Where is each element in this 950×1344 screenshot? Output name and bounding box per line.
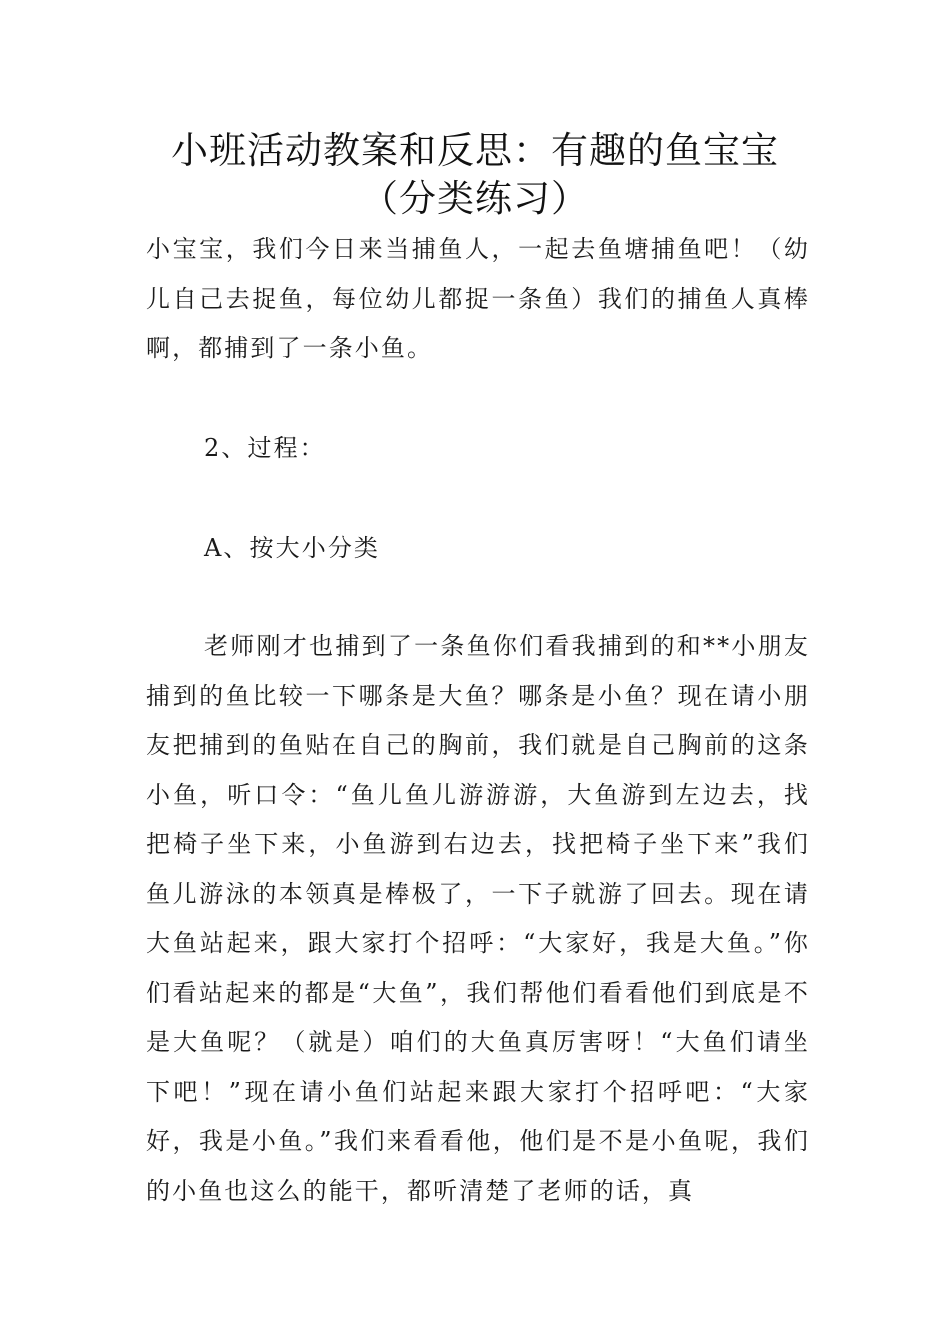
- intro-paragraph: 小宝宝，我们今日来当捕鱼人，一起去鱼塘捕鱼吧！（幼儿自己去捉鱼，每位幼儿都捉一条鱼）我们的捕鱼人真棒啊，都捕到了一条小鱼。: [146, 235, 810, 362]
- body-paragraph: 老师刚才也捕到了一条鱼你们看我捕到的和**小朋友捕到的鱼比较一下哪条是大鱼？哪条是小鱼？现在请小朋友把捕到的鱼贴在自己的胸前，我们就是自己胸前的这条小鱼，听口令：“鱼儿鱼儿游游游，大鱼游到左边去，找把椅子坐下来，小鱼游到右边去，找把椅子坐下来”我们鱼儿游泳的本领真是棒极了，一下子就游了回去。现在请大鱼站起来，跟大家打个招呼：“大家好，我是大鱼。”你们看站起来的都是“大鱼”，我们帮他们看看他们到底是不是大鱼呢？（就是）咱们的大鱼真厉害呀！“大鱼们请坐下吧！”现在请小鱼们站起来跟大家打个招呼吧：“大家好，我是小鱼。”我们来看看他，他们是不是小鱼呢，我们的小鱼也这么的能干，都听清楚了老师的话，真: [146, 632, 810, 1205]
- sort-by-size-heading: A、按大小分类: [204, 534, 381, 562]
- process-heading: 2、过程：: [204, 434, 326, 462]
- document-title-line1: 小班活动教案和反思：有趣的鱼宝宝: [171, 129, 779, 172]
- document-title-line2: （分类练习）: [361, 177, 589, 220]
